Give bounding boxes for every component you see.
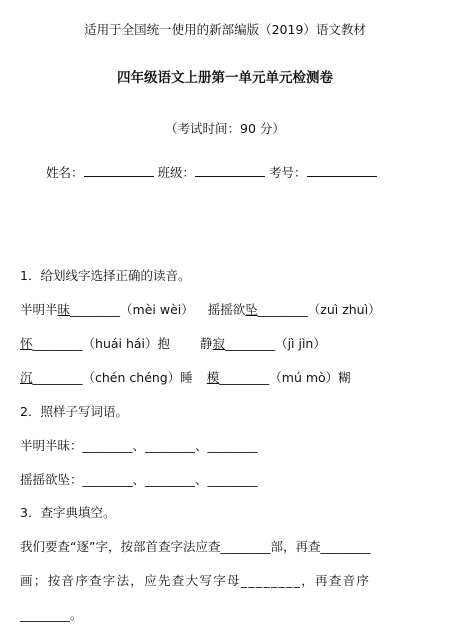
subtitle: 适用于全国统一使用的新部编版（2019）语文教材 [84, 22, 366, 37]
underlined-char: 坠 [245, 302, 258, 317]
question-1-row-1 [20, 300, 381, 318]
exam-time: （考试时间：90 分） [165, 121, 285, 136]
id-label: 考号： [269, 165, 307, 180]
underlined-char: 模 [206, 370, 220, 385]
answer-blank[interactable]: ________ [70, 302, 121, 317]
question-3-title: 3．查字典填空。 [20, 505, 116, 520]
pinyin-options: （huái hái）抱 [82, 336, 171, 351]
word-prefix: 半明半 [20, 302, 58, 317]
answer-blank[interactable]: ________ [219, 370, 270, 385]
question-2-title: 2．照样子写词语。 [20, 404, 128, 419]
underlined-char: 寂 [212, 336, 226, 351]
question-3-line-2[interactable]: 画；按音序查字法，应先查大写字母________，再查音序 [20, 573, 371, 588]
question-1-row-3 [20, 368, 351, 386]
answer-blank[interactable]: ________ [32, 370, 83, 385]
id-blank[interactable] [307, 164, 377, 177]
question-2-row-2[interactable]: 摇摇欲坠：________、________、________ [20, 472, 258, 487]
answer-blank[interactable]: ________ [257, 302, 308, 317]
underlined-char: 昧 [57, 302, 71, 317]
question-1-row-2 [20, 334, 326, 352]
answer-blank[interactable]: ________ [225, 336, 276, 351]
class-label: 班级： [157, 165, 196, 180]
exam-title: 四年级语文上册第一单元单元检测卷 [117, 70, 333, 86]
word-prefix: 摇摇欲 [207, 302, 246, 317]
question-2-row-1[interactable]: 半明半昧：________、________、________ [20, 438, 258, 453]
pinyin-options: （jì jìn） [275, 336, 326, 351]
question-1-title: 1．给划线字选择正确的读音。 [20, 268, 191, 283]
pinyin-options: （chén chéng）睡 [82, 370, 193, 385]
pinyin-options: （zuì zhuì） [307, 302, 381, 317]
name-blank[interactable] [84, 164, 154, 177]
underlined-char: 沉 [20, 370, 33, 385]
student-info-row [46, 163, 377, 181]
question-3-line-3[interactable]: ________。 [20, 607, 83, 622]
pinyin-options: （mèi wèi） [120, 302, 194, 317]
answer-blank[interactable]: ________ [32, 336, 83, 351]
underlined-char: 怀 [20, 336, 33, 351]
word-prefix: 静 [200, 336, 213, 351]
name-label: 姓名： [46, 165, 84, 180]
class-blank[interactable] [195, 164, 265, 177]
question-3-line-1[interactable]: 我们要查“逐”字，按部首查字法应查________部，再查________ [20, 539, 371, 554]
pinyin-options: （mú mò）糊 [269, 370, 351, 385]
